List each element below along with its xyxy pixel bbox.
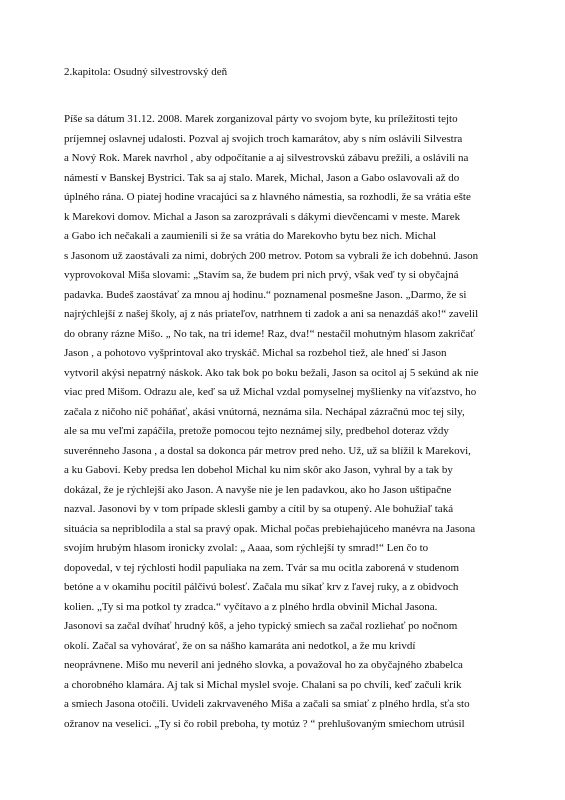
text-line: ožranov na veselici. „Ty si čo robil preboha, ty motúz ? “ prehlušovaným smiechom utrúsil [64, 717, 465, 730]
text-line: a chorobného klamára. Aj tak si Michal myslel svoje. Chalani sa po chvíli, keď začuli krik [64, 678, 462, 691]
text-line: s Jasonom už zaostávali za nimi, dobrých 200 metrov. Potom sa vybrali že ich dobehnú. Jason [64, 249, 479, 262]
text-line: svojím hrubým hlasom ironicky zvolal: „ Aaaa, som rýchlejší ty smrad!“ Len čo to [64, 542, 429, 554]
text-line: dopovedal, v tej rýchlosti hodil papuliaka na zem. Tvár sa mu ocitla zaborená v studenom [64, 561, 460, 574]
text-line: betóne a v okamihu pocítil pálčivú bolesť. Začala mu síkať krv z ľavej ruky, a z obidvoch [64, 581, 459, 593]
text-line: a smiech Jasona otočili. Uvideli zakrvaveného Miša a začali sa smiať z plného hrdla, sťa sto [64, 698, 470, 710]
text-line: a Nový Rok. Marek navrhol , aby odpočítanie a aj silvestrovskú zábavu prežili, a oslávili na [64, 152, 469, 164]
text-line: Jason , a pohotovo vyšprintoval ako tryskáč. Michal sa rozbehol tiež, ale hneď si Jason [64, 347, 447, 359]
text-line: suverénneho Jasona , a dostal sa dokonca pár metrov pred neho. Už, už sa blížil k Marekovi, [64, 444, 471, 457]
text-line: Jasonovi sa začal dvíhať hrudný kôš, a jeho typický smiech sa začal rozliehať po nočnom [64, 620, 458, 632]
text-line: najrýchlejší z našej školy, aj z nás priateľov, natrhnem ti zadok a ani sa nenazdáš ako!“ zavelil [64, 308, 479, 320]
text-line: k Marekovi domov. Michal a Jason sa zarozprávali s dákymi dievčencami v meste. Marek [64, 210, 461, 223]
text-line: a Gabo ich nečakali a zaumienili si že sa vrátia do Marekovho bytu bez nich. Michal [64, 230, 437, 242]
text-line: úplného rána. O piatej hodine vracajúci sa z hlavného námestia, sa rozhodli, že sa vrátia ešte [64, 191, 471, 203]
text-line: padavka. Budeš zaostávať za mnou aj hodinu.“ poznamenal posmešne Jason. „Darmo, že si [64, 288, 467, 301]
text-line: námestí v Banskej Bystrici. Tak sa aj stalo. Marek, Michal, Jason a Gabo oslavovali až do [64, 171, 460, 184]
text-line: situácia sa nepriblodila a stal sa pravý opak. Michal počas prebiehajúceho manévra na Jasona [64, 522, 476, 535]
body-text [64, 110, 504, 734]
text-line: neoprávnene. Mišo mu neveril ani jedného slovka, a považoval ho za obyčajného zbabelca [64, 659, 463, 671]
text-line: príjemnej oslavnej udalosti. Pozval aj svojich troch kamarátov, aby s ním oslávili Silvestra [64, 132, 463, 145]
text-line: okolí. Začal sa vyhovárať, že on sa nášho kamaráta ani nedotkol, a že mu krivdí [64, 639, 416, 652]
text-line: nazval. Jasonovi by v tom prípade sklesli gamby a cítil by sa otupený. Ale bohužiaľ taká [64, 503, 454, 515]
text-line: vyprovokoval Mišа slovami: „Stavím sa, že budem pri nich prvý, však veď ty si obyčajná [64, 269, 459, 281]
text-line: ale sa mu veľmi zapáčila, pretože pomocou tejto neznámej sily, predbehol doteraz vždy [64, 425, 449, 437]
text-line: viac pred Mišom. Odrazu ale, keď sa už Michal vzdal pomyselnej myšlienky na víťazstvo, ho [64, 386, 477, 398]
text-line: začala z ničoho nič poháňať, akási vnútorná, neznáma sila. Nechápal zázračnú moc tej sily, [64, 405, 465, 418]
text-line: a ku Gabovi. Keby predsa len dobehol Michal ku nim skôr ako Jason, vyhral by a tak by [64, 464, 453, 476]
text-line: do obrany rázne Mišo. „ No tak, na tri ideme! Raz, dva!“ nestačil mohutným hlasom zakričať [64, 327, 475, 340]
text-line: Píše sa dátum 31.12. 2008. Marek zorganizoval párty vo svojom byte, ku príležitosti tejto [64, 113, 458, 125]
text-line: vytvoril akýsi nepatrný náskok. Ako tak bok po boku bežali, Jason sa ocitol aj 5 sekúnd ak nie [64, 366, 479, 379]
chapter-title: 2.kapitola: Osudný silvestrovský deň [64, 66, 228, 78]
text-line: dokázal, že je rýchlejší ako Jason. A navyše nie je len padavkou, ako ho Jason uštipačne [64, 483, 452, 496]
text-line: kolien. „Ty si ma potkol ty zradca.“ vyčítavo a z plného hrdla obvinil Michal Jasona. [64, 600, 438, 613]
